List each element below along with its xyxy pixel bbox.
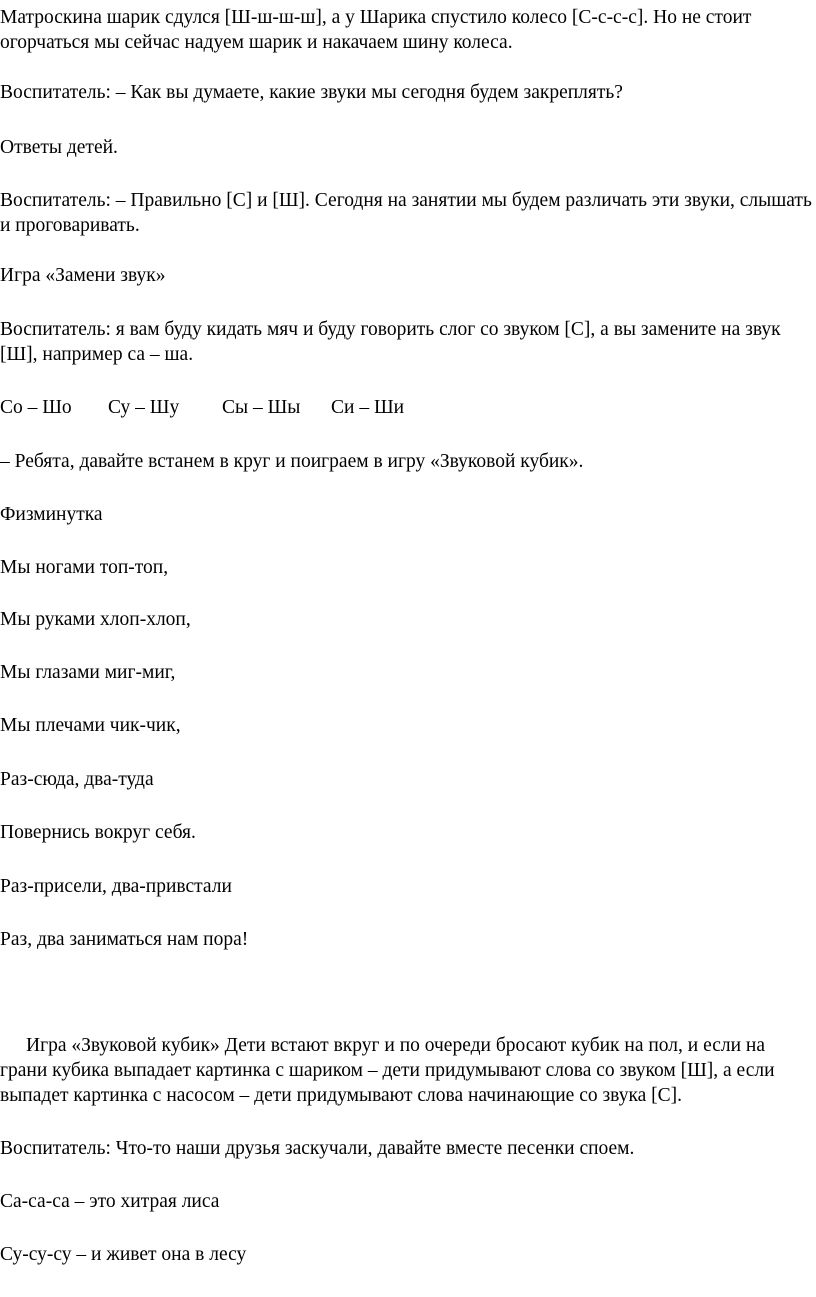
poem-line: Мы руками хлоп-хлоп, — [0, 609, 191, 630]
paragraph-dice-game: Игра «Звуковой кубик» Дети встают вкруг и по очереди бросают кубик на пол, и если на грани кубика выпадает картинка с шариком – дети придумывают слова со звуком [Ш], а если выпадет картинка с насосом – дети придумывают слова начинающие со звука [С]. — [0, 1035, 775, 1106]
paragraph-teacher-correct: Воспитатель: – Правильно [С] и [Ш]. Сегодня на занятии мы будем различать эти звуки, слышать и проговаривать. — [0, 190, 812, 236]
paragraph-children-answers: Ответы детей. — [0, 137, 118, 158]
paragraph-game-title: Игра «Замени звук» — [0, 265, 166, 286]
syllable-pair: Су – Шу — [108, 397, 180, 418]
paragraph-game-instructions: Воспитатель: я вам буду кидать мяч и буду говорить слог со звуком [С], а вы замените на звук [Ш], например са – ша. — [0, 319, 781, 365]
paragraph-invitation: – Ребята, давайте встанем в круг и поиграем в игру «Звуковой кубик». — [0, 451, 584, 472]
syllable-pair: Си – Ши — [331, 397, 405, 418]
poem-line: Раз-сюда, два-туда — [0, 769, 154, 790]
poem-line: Мы ногами топ-топ, — [0, 557, 169, 578]
poem-line: Мы глазами миг-миг, — [0, 662, 176, 683]
poem-line: Раз, два заниматься нам пора! — [0, 929, 249, 950]
song-line: Са-са-са – это хитрая лиса — [0, 1191, 220, 1212]
paragraph-teacher-question: Воспитатель: – Как вы думаете, какие звуки мы сегодня будем закреплять? — [0, 82, 623, 103]
paragraph-physminute-title: Физминутка — [0, 504, 103, 525]
syllable-pair: Со – Шо — [0, 397, 72, 418]
poem-line: Мы плечами чик-чик, — [0, 715, 181, 736]
syllable-pair: Сы – Шы — [222, 397, 301, 418]
poem-line: Раз-присели, два-привстали — [0, 876, 232, 897]
song-line: Су-су-су – и живет она в лесу — [0, 1244, 247, 1265]
poem-line: Повернись вокруг себя. — [0, 822, 196, 843]
paragraph-teacher-song: Воспитатель: Что-то наши друзья заскучали, давайте вместе песенки споем. — [0, 1138, 635, 1159]
paragraph-intro: Матроскина шарик сдулся [Ш-ш-ш-ш], а у Шарика спустило колесо [С-с-с-с]. Но не стоит огорчаться мы сейчас надуем шарик и накачаем шину колеса. — [0, 7, 752, 53]
